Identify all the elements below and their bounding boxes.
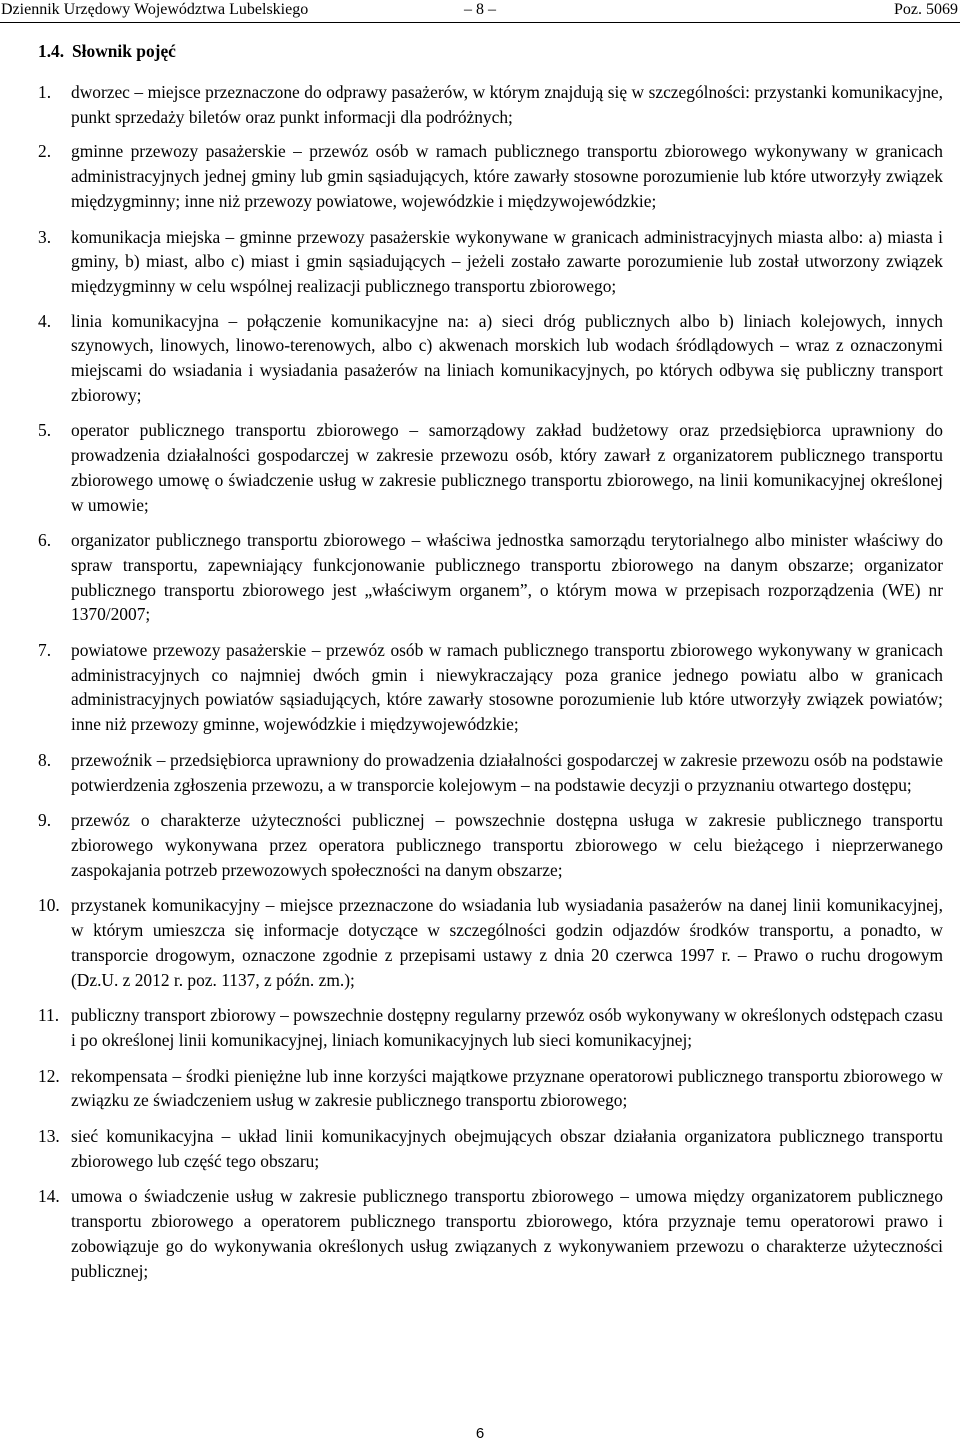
definition-text: rekompensata – środki pieniężne lub inne korzyści majątkowe przyznane operatorowi publicznego transportu zbiorowego w związku ze świadczeniem usług w zakresie publicznego transportu zbiorowego; (71, 1065, 943, 1111)
definition-number: 5. (38, 420, 52, 441)
definition-item (38, 748, 943, 797)
definition-number: 7. (38, 640, 52, 661)
definition-number: 13. (38, 1126, 60, 1147)
definition-number: 8. (38, 749, 52, 770)
definition-item (38, 638, 943, 737)
definition-number: 14. (38, 1186, 60, 1207)
definition-text: umowa o świadczenie usług w zakresie publicznego transportu zbiorowego – umowa między organizatorem publicznego transportu zbiorowego a operatorem publicznego transportu zbiorowego, która przyznaje temu operatorowi prawo i zobowiązuje go do wykonywania określonych usług związanych z wykonywaniem przewozu o charakterze użyteczności publicznej; (71, 1186, 943, 1281)
journal-title: Dziennik Urzędowy Województwa Lubelskiego (1, 1, 309, 18)
definition-item (38, 1064, 943, 1113)
section-heading (38, 41, 176, 62)
definition-number: 10. (38, 895, 60, 916)
definition-text: sieć komunikacyjna – układ linii komunikacyjnych obejmujących obszar działania organizatora publicznego transportu zbiorowego lub część tego obszaru; (71, 1126, 943, 1171)
definition-item (38, 893, 943, 992)
definition-item (38, 528, 943, 627)
definition-number: 6. (38, 530, 52, 551)
definition-number: 4. (38, 310, 52, 331)
definition-item (38, 1003, 943, 1052)
definition-number: 11. (38, 1005, 60, 1026)
page-header (0, 0, 960, 23)
definition-text: organizator publicznego transportu zbiorowego – właściwa jednostka samorządu terytorialnego albo minister właściwy do spraw transportu, zapewniający funkcjonowanie publicznego transportu zbiorowego na danym obszarze; organizator publicznego transportu zbiorowego jest „właściwym organem”, o którym mowa w przepisach rozporządzenia (WE) nr 1370/2007; (71, 530, 943, 625)
definition-text: operator publicznego transportu zbiorowego – samorządowy zakład budżetowy oraz przedsiębiorca uprawniony do prowadzenia działalności gospodarczej w zakresie przewozu osób, który zawarł z organizatorem publicznego transportu zbiorowego umowę o świadczenie usług w zakresie publicznego transportu zbiorowego, na linii komunikacyjnej określonej w umowie; (71, 420, 943, 515)
definition-text: gminne przewozy pasażerskie – przewóz osób w ramach publicznego transportu zbiorowego wykonywany w granicach administracyjnych jednej gminy lub gmin sąsiadujących, które zawarły stosowne porozumienie lub które utworzyły związek międzygminny; inne niż przewozy powiatowe, wojewódzkie i międzywojewódzkie; (71, 141, 943, 211)
definition-item (38, 808, 943, 882)
definition-item (38, 139, 943, 213)
definition-text: komunikacja miejska – gminne przewozy pasażerskie wykonywane w granicach administracyjnych miasta albo: a) miasta i gminy, b) miast, albo c) miast i gmin sąsiadujących – jeżeli zostało zawarte porozumienie lub został utworzony związek międzygminny w celu wspólnej realizacji publicznego transportu zbiorowego; (71, 226, 943, 296)
definition-text: powiatowe przewozy pasażerskie – przewóz osób w ramach publicznego transportu zbiorowego wykonywany w granicach administracyjnych co najmniej dwóch gmin i niewykraczający poza granice jednego powiatu albo w granicach administracyjnych powiatów sąsiadujących, które zawarły stosowne porozumienie lub które utworzyły związek powiatów; inne niż przewozy gminne, wojewódzkie i międzywojewódzkie; (71, 640, 943, 735)
definition-number: 3. (38, 226, 52, 247)
position-number: Poz. 5069 (894, 1, 958, 18)
definition-text: linia komunikacyjna – połączenie komunikacyjne na: a) sieci dróg publicznych albo b) liniach kolejowych, innych szynowych, linowych, linowo-terenowych, albo c) akwenach morskich lub wodach śródlądowych – wraz z oznaczonymi miejscami do wsiadania i wysiadania pasażerów na liniach komunikacyjnych, po których odbywa się publiczny transport zbiorowy; (71, 310, 943, 405)
definition-text: przewoźnik – przedsiębiorca uprawniony do prowadzenia działalności gospodarczej w zakresie przewozu osób na podstawie potwierdzenia zgłoszenia przewozu, a w transporcie kolejowym – na podstawie decyzji o przyznaniu otwartego dostępu; (71, 749, 943, 795)
definition-item (38, 1184, 943, 1283)
page-number: 6 (475, 1425, 485, 1442)
definition-item (38, 1124, 943, 1173)
definition-item (38, 418, 943, 517)
section-title: Słownik pojęć (72, 41, 176, 61)
definition-item (38, 80, 943, 129)
definition-number: 12. (38, 1065, 60, 1086)
definitions-list (38, 80, 943, 1283)
definition-text: publiczny transport zbiorowy – powszechnie dostępny regularny przewóz osób wykonywany w określonych odstępach czasu i po określonej linii komunikacyjnej, liniach komunikacyjnych lub sieci komunikacyjnej; (71, 1005, 943, 1050)
definition-number: 2. (38, 141, 52, 162)
section-number: 1.4. (38, 41, 65, 61)
definition-item (38, 309, 943, 408)
definition-text: dworzec – miejsce przeznaczone do odprawy pasażerów, w którym znajdują się w szczególności: przystanki komunikacyjne, punkt sprzedaży biletów oraz punkt informacji dla podróżnych; (71, 82, 943, 127)
definition-number: 9. (38, 810, 52, 831)
definition-text: przystanek komunikacyjny – miejsce przeznaczone do wsiadania lub wysiadania pasażerów na danej linii komunikacyjnej, w którym umieszcza się informacje dotyczące w szczególności godzin odjazdów środków transportu, a ponadto, w transporcie drogowym, oznaczone zgodnie z przepisami ustawy z dnia 20 czerwca 1997 r. – Prawo o ruchu drogowym (Dz.U. z 2012 r. poz. 1137, z późn. zm.); (71, 895, 943, 990)
definition-item (38, 225, 943, 299)
header-page-marker: – 8 – (464, 1, 496, 18)
definition-text: przewóz o charakterze użyteczności publicznej – powszechnie dostępna usługa w zakresie publicznego transportu zbiorowego wykonywana przez operatora publicznego transportu zbiorowego w celu bieżącego i nieprzerwanego zaspokajania potrzeb przewozowych społeczności na danym obszarze; (71, 810, 943, 880)
definition-number: 1. (38, 82, 52, 102)
